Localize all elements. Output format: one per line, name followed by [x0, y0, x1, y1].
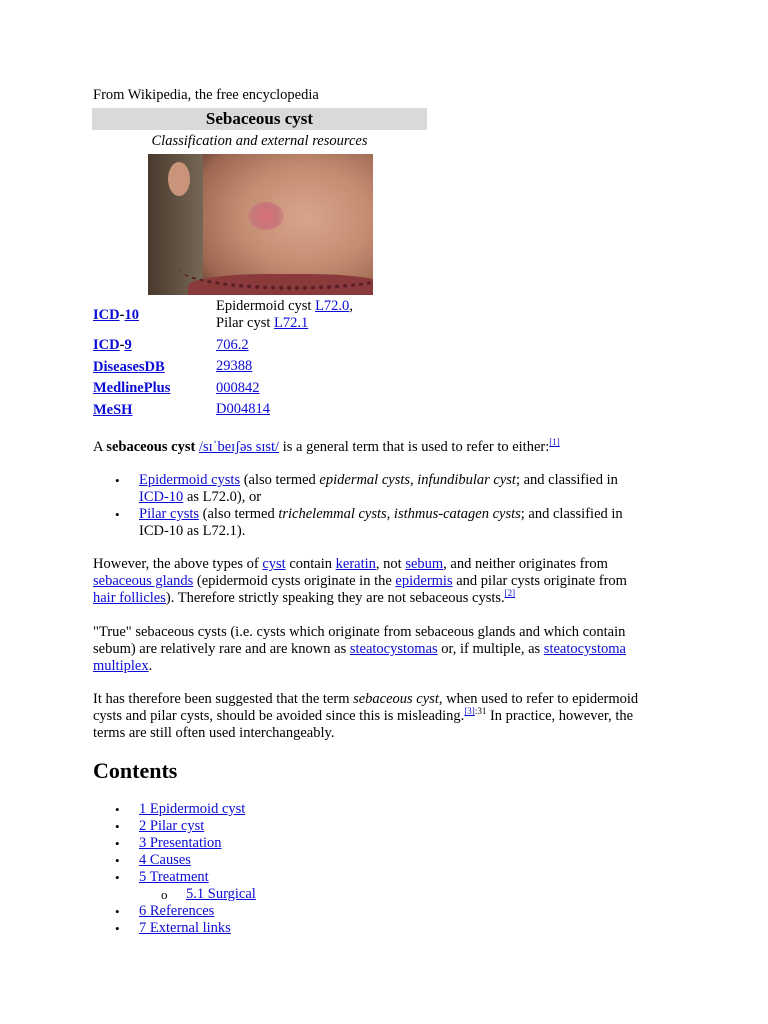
- ref-1[interactable]: [1]: [549, 437, 560, 448]
- steatocystoma-multiplex-link[interactable]: steatocystoma: [543, 641, 626, 657]
- ipa-link[interactable]: /sɪˈbeɪʃəs sɪst/: [198, 439, 280, 455]
- toc-item: [93, 852, 693, 869]
- ref-2[interactable]: [2]: [504, 588, 516, 599]
- sebaceous-glands-link[interactable]: sebaceous glands: [93, 573, 194, 589]
- l72-1-link[interactable]: L72.1: [274, 315, 309, 331]
- list-item-epidermoid: • Epidermoid cysts (also termed epidermal cysts, infundibular cyst; and classified in ICD-10 as L72.0), or: [93, 472, 693, 506]
- mesh-link[interactable]: MeSH: [93, 402, 133, 418]
- paragraph-terminology: It has therefore been suggested that the term sebaceous cyst, when used to refer to epidermoid cysts and pilar cysts, should be avoided since this is misleading.$^{[3]:31}$ In practice, however, the terms are still often used interchangeably.: [93, 691, 639, 741]
- intro-term: sebaceous cyst: [106, 439, 196, 455]
- icd9-link[interactable]: 9: [124, 337, 132, 353]
- contents-heading: Contents: [93, 758, 178, 783]
- toc-references[interactable]: 6 References: [139, 903, 215, 919]
- toc-external-links[interactable]: 7 External links: [139, 920, 231, 936]
- toc-item: [93, 903, 693, 920]
- toc-item: [93, 801, 693, 818]
- medlineplus-value[interactable]: 000842: [216, 380, 260, 396]
- pilar-cysts-link[interactable]: Pilar cysts: [139, 506, 200, 522]
- toc-item: [93, 920, 693, 937]
- toc-epidermoid-cyst[interactable]: 1 Epidermoid cyst: [139, 801, 246, 817]
- photo-cyst: [248, 202, 284, 230]
- keratin-link[interactable]: keratin: [335, 556, 376, 572]
- source-line: From Wikipedia, the free encyclopedia: [93, 87, 319, 103]
- photo-ear: [168, 162, 190, 196]
- toc-item: [93, 818, 693, 835]
- icd9-icd-link[interactable]: ICD: [93, 337, 120, 353]
- list-item-pilar: • Pilar cysts (also termed trichelemmal cysts, isthmus-catagen cysts; and classified in ICD-10 as L72.1).: [93, 506, 693, 540]
- steatocystoma-multiplex-link-2[interactable]: multiplex: [93, 658, 149, 674]
- sebum-link[interactable]: sebum: [405, 556, 444, 572]
- toc-treatment[interactable]: 5 Treatment: [139, 869, 209, 885]
- toc-item: [93, 869, 693, 886]
- infobox-title: Sebaceous cyst: [92, 108, 427, 130]
- steatocystomas-link[interactable]: steatocystomas: [349, 641, 438, 657]
- mesh-value[interactable]: D004814: [216, 401, 270, 417]
- cyst-link[interactable]: cyst: [262, 556, 286, 572]
- epidermis-link[interactable]: epidermis: [395, 573, 453, 589]
- diseasesdb-link[interactable]: DiseasesDB: [93, 359, 165, 375]
- epidermoid-cysts-link[interactable]: Epidermoid cysts: [139, 472, 241, 488]
- toc-surgical[interactable]: 5.1 Surgical: [186, 886, 256, 902]
- icd10-inline-link[interactable]: ICD-10: [139, 489, 184, 505]
- diseasesdb-value[interactable]: 29388: [216, 358, 253, 374]
- l72-0-link[interactable]: L72.0: [315, 298, 350, 314]
- icd-link[interactable]: ICD: [93, 307, 120, 323]
- infobox-row-icd9-value[interactable]: 706.2: [216, 337, 249, 353]
- hair-follicles-link[interactable]: hair follicles: [93, 590, 166, 606]
- intro-paragraph: A sebaceous cyst /sɪˈbeɪʃəs sɪst/ is a general term that is used to refer to either:[1]: [93, 437, 560, 455]
- contents-list: [93, 801, 693, 937]
- infobox-row-icd10-value: Epidermoid cyst L72.0, Pilar cyst L72.1: [216, 298, 353, 331]
- icd10-link[interactable]: 10: [124, 307, 139, 323]
- paragraph-keratin: However, the above types of cyst contain keratin, not sebum, and neither originates from sebaceous glands (epidermoid cysts originate in the epidermis and pilar cysts originate from hair follicles). Therefore strictly speaking they are not sebaceous cysts.[2]: [93, 556, 627, 606]
- paragraph-true-sebaceous: "True" sebaceous cysts (i.e. cysts which originate from sebaceous glands and which contain sebum) are relatively rare and are known as steatocystomas or, if multiple, as steatocystoma multiplex.: [93, 624, 626, 674]
- infobox-photo: [148, 154, 373, 295]
- ref-3[interactable]: [3]: [464, 706, 475, 717]
- infobox-row-icd10-label: ICD-10: [93, 307, 139, 323]
- toc-presentation[interactable]: 3 Presentation: [139, 835, 222, 851]
- infobox-subtitle: Classification and external resources: [151, 133, 368, 149]
- toc-subitem: [93, 886, 693, 903]
- toc-item: [93, 835, 693, 852]
- medlineplus-link[interactable]: MedlinePlus: [93, 380, 171, 396]
- toc-causes[interactable]: 4 Causes: [139, 852, 191, 868]
- infobox-row-icd9-label: ICD-9: [93, 337, 132, 353]
- toc-pilar-cyst[interactable]: 2 Pilar cyst: [139, 818, 205, 834]
- types-list: [93, 472, 693, 540]
